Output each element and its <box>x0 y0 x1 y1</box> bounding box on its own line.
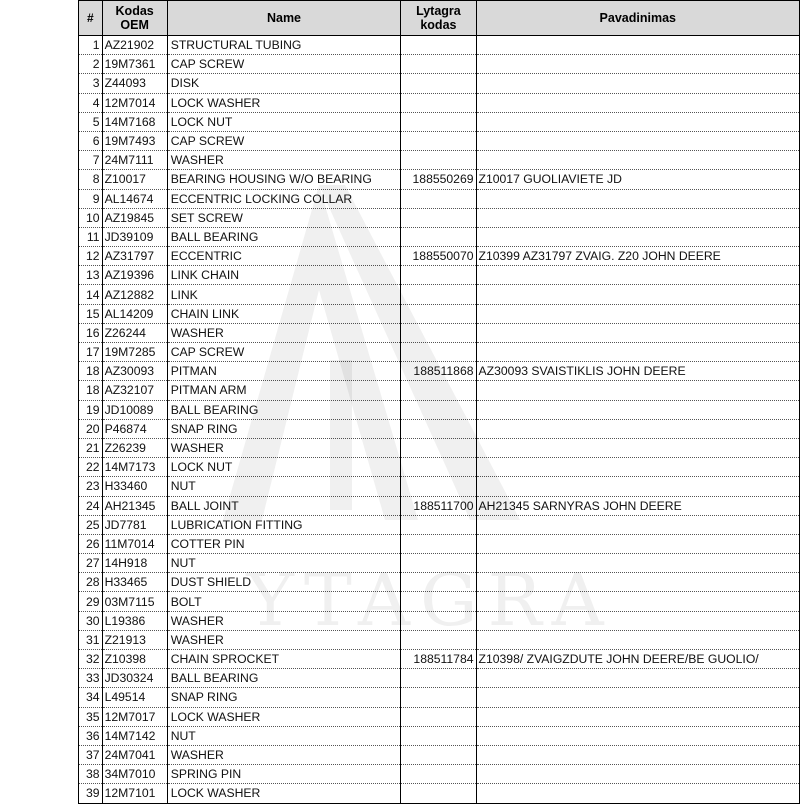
oem-code-cell: 19M7361 <box>102 55 167 74</box>
table-row <box>79 323 800 342</box>
row-number: 24 <box>79 496 103 515</box>
lytagra-code-cell <box>401 323 476 342</box>
table-row <box>79 55 800 74</box>
header-number: # <box>79 1 103 36</box>
lytagra-code-cell: 188511700 <box>401 496 476 515</box>
pavadinimas-cell <box>476 688 799 707</box>
pavadinimas-cell <box>476 765 799 784</box>
name-cell: BALL BEARING <box>167 400 401 419</box>
pavadinimas-cell <box>476 611 799 630</box>
oem-code-cell: AZ21902 <box>102 36 167 55</box>
row-number: 22 <box>79 458 103 477</box>
name-cell: COTTER PIN <box>167 534 401 553</box>
row-number: 34 <box>79 688 103 707</box>
oem-code-cell: 12M7014 <box>102 93 167 112</box>
name-cell: WASHER <box>167 151 401 170</box>
pavadinimas-cell <box>476 131 799 150</box>
lytagra-code-cell <box>401 112 476 131</box>
oem-code-cell: AH21345 <box>102 496 167 515</box>
row-number: 5 <box>79 112 103 131</box>
name-cell: LINK <box>167 285 401 304</box>
table-row <box>79 247 800 266</box>
lytagra-code-cell <box>401 611 476 630</box>
oem-code-cell: 12M7101 <box>102 784 167 803</box>
name-cell: WASHER <box>167 630 401 649</box>
lytagra-code-cell <box>401 765 476 784</box>
header-oem-code: Kodas OEM <box>102 1 167 36</box>
lytagra-code-cell: 188511784 <box>401 650 476 669</box>
name-cell: LOCK WASHER <box>167 784 401 803</box>
name-cell: LOCK NUT <box>167 112 401 131</box>
name-cell: NUT <box>167 726 401 745</box>
table-row <box>79 381 800 400</box>
table-row <box>79 74 800 93</box>
name-cell: LOCK WASHER <box>167 707 401 726</box>
row-number: 31 <box>79 630 103 649</box>
pavadinimas-cell <box>476 304 799 323</box>
name-cell: SET SCREW <box>167 208 401 227</box>
table-row <box>79 496 800 515</box>
table-row <box>79 611 800 630</box>
oem-code-cell: 03M7115 <box>102 592 167 611</box>
name-cell: CAP SCREW <box>167 343 401 362</box>
lytagra-code-cell <box>401 458 476 477</box>
pavadinimas-cell <box>476 515 799 534</box>
oem-code-cell: AZ32107 <box>102 381 167 400</box>
table-row <box>79 170 800 189</box>
oem-code-cell: Z10398 <box>102 650 167 669</box>
row-number: 6 <box>79 131 103 150</box>
row-number: 12 <box>79 247 103 266</box>
pavadinimas-cell <box>476 745 799 764</box>
oem-code-cell: P46874 <box>102 419 167 438</box>
pavadinimas-cell <box>476 707 799 726</box>
row-number: 17 <box>79 343 103 362</box>
pavadinimas-cell <box>476 669 799 688</box>
pavadinimas-cell: Z10017 GUOLIAVIETE JD <box>476 170 799 189</box>
oem-code-cell: JD30324 <box>102 669 167 688</box>
lytagra-code-cell <box>401 131 476 150</box>
pavadinimas-cell <box>476 438 799 457</box>
name-cell: BEARING HOUSING W/O BEARING <box>167 170 401 189</box>
name-cell: CHAIN SPROCKET <box>167 650 401 669</box>
pavadinimas-cell <box>476 534 799 553</box>
oem-code-cell: 14H918 <box>102 554 167 573</box>
oem-code-cell: L19386 <box>102 611 167 630</box>
lytagra-code-cell <box>401 669 476 688</box>
row-number: 4 <box>79 93 103 112</box>
row-number: 21 <box>79 438 103 457</box>
table-row <box>79 784 800 803</box>
name-cell: NUT <box>167 477 401 496</box>
oem-code-cell: AZ12882 <box>102 285 167 304</box>
table-row <box>79 400 800 419</box>
table-row <box>79 93 800 112</box>
oem-code-cell: Z21913 <box>102 630 167 649</box>
row-number: 38 <box>79 765 103 784</box>
name-cell: DUST SHIELD <box>167 573 401 592</box>
pavadinimas-cell <box>476 419 799 438</box>
table-row <box>79 131 800 150</box>
oem-code-cell: 24M7041 <box>102 745 167 764</box>
row-number: 15 <box>79 304 103 323</box>
table-row <box>79 36 800 55</box>
lytagra-code-cell <box>401 266 476 285</box>
table-row <box>79 650 800 669</box>
table-row <box>79 669 800 688</box>
lytagra-code-cell <box>401 55 476 74</box>
name-cell: CAP SCREW <box>167 131 401 150</box>
name-cell: WASHER <box>167 438 401 457</box>
table-row <box>79 726 800 745</box>
pavadinimas-cell <box>476 93 799 112</box>
pavadinimas-cell <box>476 36 799 55</box>
oem-code-cell: 14M7142 <box>102 726 167 745</box>
row-number: 29 <box>79 592 103 611</box>
lytagra-code-cell <box>401 381 476 400</box>
lytagra-code-cell <box>401 74 476 93</box>
pavadinimas-cell: Z10398/ ZVAIGZDUTE JOHN DEERE/BE GUOLIO/ <box>476 650 799 669</box>
pavadinimas-cell: Z10399 AZ31797 ZVAIG. Z20 JOHN DEERE <box>476 247 799 266</box>
row-number: 10 <box>79 208 103 227</box>
pavadinimas-cell <box>476 151 799 170</box>
row-number: 33 <box>79 669 103 688</box>
row-number: 37 <box>79 745 103 764</box>
pavadinimas-cell <box>476 74 799 93</box>
lytagra-code-cell <box>401 515 476 534</box>
row-number: 20 <box>79 419 103 438</box>
watermark-text: YTAGRA <box>246 558 614 642</box>
name-cell: CHAIN LINK <box>167 304 401 323</box>
oem-code-cell: JD7781 <box>102 515 167 534</box>
pavadinimas-cell <box>476 554 799 573</box>
row-number: 25 <box>79 515 103 534</box>
header-row <box>79 1 800 36</box>
lytagra-code-cell <box>401 726 476 745</box>
oem-code-cell: Z26244 <box>102 323 167 342</box>
oem-code-cell: 14M7173 <box>102 458 167 477</box>
table-row <box>79 573 800 592</box>
name-cell: SPRING PIN <box>167 765 401 784</box>
name-cell: WASHER <box>167 745 401 764</box>
table-row <box>79 208 800 227</box>
lytagra-code-cell <box>401 189 476 208</box>
name-cell: SNAP RING <box>167 688 401 707</box>
lytagra-code-cell: 188550070 <box>401 247 476 266</box>
oem-code-cell: AZ30093 <box>102 362 167 381</box>
oem-code-cell: 14M7168 <box>102 112 167 131</box>
table-row <box>79 592 800 611</box>
table-row <box>79 554 800 573</box>
name-cell: BALL BEARING <box>167 669 401 688</box>
pavadinimas-cell <box>476 112 799 131</box>
oem-code-cell: 19M7493 <box>102 131 167 150</box>
lytagra-code-cell <box>401 36 476 55</box>
pavadinimas-cell <box>476 266 799 285</box>
oem-code-cell: 19M7285 <box>102 343 167 362</box>
name-cell: PITMAN <box>167 362 401 381</box>
name-cell: SNAP RING <box>167 419 401 438</box>
pavadinimas-cell <box>476 400 799 419</box>
oem-code-cell: Z44093 <box>102 74 167 93</box>
oem-code-cell: AZ19396 <box>102 266 167 285</box>
name-cell: BALL BEARING <box>167 227 401 246</box>
name-cell: STRUCTURAL TUBING <box>167 36 401 55</box>
table-row <box>79 438 800 457</box>
lytagra-code-cell <box>401 208 476 227</box>
table-row <box>79 688 800 707</box>
pavadinimas-cell <box>476 458 799 477</box>
lytagra-code-cell <box>401 438 476 457</box>
name-cell: LUBRICATION FITTING <box>167 515 401 534</box>
lytagra-code-cell <box>401 784 476 803</box>
pavadinimas-cell <box>476 726 799 745</box>
pavadinimas-cell <box>476 227 799 246</box>
lytagra-code-cell <box>401 151 476 170</box>
header-name: Name <box>167 1 401 36</box>
oem-code-cell: JD10089 <box>102 400 167 419</box>
pavadinimas-cell <box>476 323 799 342</box>
pavadinimas-cell: AH21345 SARNYRAS JOHN DEERE <box>476 496 799 515</box>
row-number: 28 <box>79 573 103 592</box>
pavadinimas-cell <box>476 630 799 649</box>
pavadinimas-cell <box>476 343 799 362</box>
row-number: 1 <box>79 36 103 55</box>
table-row <box>79 765 800 784</box>
pavadinimas-cell <box>476 208 799 227</box>
name-cell: ECCENTRIC <box>167 247 401 266</box>
row-number: 35 <box>79 707 103 726</box>
row-number: 11 <box>79 227 103 246</box>
oem-code-cell: 24M7111 <box>102 151 167 170</box>
table-row <box>79 362 800 381</box>
oem-code-cell: AL14674 <box>102 189 167 208</box>
pavadinimas-cell <box>476 285 799 304</box>
oem-code-cell: L49514 <box>102 688 167 707</box>
name-cell: ECCENTRIC LOCKING COLLAR <box>167 189 401 208</box>
header-lytagra-code: Lytagra kodas <box>401 1 476 36</box>
row-number: 27 <box>79 554 103 573</box>
table-row <box>79 304 800 323</box>
table-row <box>79 458 800 477</box>
table-row <box>79 477 800 496</box>
name-cell: BOLT <box>167 592 401 611</box>
oem-code-cell: 11M7014 <box>102 534 167 553</box>
oem-code-cell: AZ19845 <box>102 208 167 227</box>
pavadinimas-cell <box>476 189 799 208</box>
lytagra-code-cell <box>401 477 476 496</box>
name-cell: WASHER <box>167 611 401 630</box>
oem-code-cell: JD39109 <box>102 227 167 246</box>
table-body <box>79 36 800 804</box>
pavadinimas-cell: AZ30093 SVAISTIKLIS JOHN DEERE <box>476 362 799 381</box>
row-number: 2 <box>79 55 103 74</box>
row-number: 9 <box>79 189 103 208</box>
oem-code-cell: 12M7017 <box>102 707 167 726</box>
table-row <box>79 343 800 362</box>
name-cell: DISK <box>167 74 401 93</box>
pavadinimas-cell <box>476 381 799 400</box>
pavadinimas-cell <box>476 477 799 496</box>
table-row <box>79 419 800 438</box>
oem-code-cell: Z10017 <box>102 170 167 189</box>
oem-code-cell: 34M7010 <box>102 765 167 784</box>
lytagra-code-cell <box>401 419 476 438</box>
lytagra-code-cell <box>401 534 476 553</box>
name-cell: LINK CHAIN <box>167 266 401 285</box>
row-number: 26 <box>79 534 103 553</box>
lytagra-code-cell <box>401 745 476 764</box>
name-cell: NUT <box>167 554 401 573</box>
pavadinimas-cell <box>476 55 799 74</box>
row-number: 23 <box>79 477 103 496</box>
table-row <box>79 745 800 764</box>
lytagra-code-cell <box>401 688 476 707</box>
row-number: 3 <box>79 74 103 93</box>
pavadinimas-cell <box>476 573 799 592</box>
table-row <box>79 227 800 246</box>
lytagra-code-cell <box>401 285 476 304</box>
lytagra-code-cell <box>401 343 476 362</box>
row-number: 8 <box>79 170 103 189</box>
name-cell: CAP SCREW <box>167 55 401 74</box>
lytagra-code-cell <box>401 554 476 573</box>
lytagra-code-cell: 188550269 <box>401 170 476 189</box>
oem-code-cell: AZ31797 <box>102 247 167 266</box>
oem-code-cell: AL14209 <box>102 304 167 323</box>
row-number: 39 <box>79 784 103 803</box>
lytagra-code-cell <box>401 573 476 592</box>
table-row <box>79 112 800 131</box>
oem-code-cell: H33465 <box>102 573 167 592</box>
row-number: 36 <box>79 726 103 745</box>
row-number: 18 <box>79 362 103 381</box>
table-row <box>79 707 800 726</box>
table-row <box>79 266 800 285</box>
oem-code-cell: H33460 <box>102 477 167 496</box>
row-number: 13 <box>79 266 103 285</box>
name-cell: BALL JOINT <box>167 496 401 515</box>
table-row <box>79 630 800 649</box>
pavadinimas-cell <box>476 784 799 803</box>
lytagra-code-cell <box>401 93 476 112</box>
name-cell: LOCK NUT <box>167 458 401 477</box>
row-number: 16 <box>79 323 103 342</box>
row-number: 19 <box>79 400 103 419</box>
lytagra-code-cell <box>401 707 476 726</box>
lytagra-code-cell: 188511868 <box>401 362 476 381</box>
table-row <box>79 534 800 553</box>
row-number: 14 <box>79 285 103 304</box>
lytagra-code-cell <box>401 227 476 246</box>
lytagra-code-cell <box>401 304 476 323</box>
row-number: 18 <box>79 381 103 400</box>
lytagra-code-cell <box>401 400 476 419</box>
name-cell: PITMAN ARM <box>167 381 401 400</box>
row-number: 30 <box>79 611 103 630</box>
table-row <box>79 285 800 304</box>
pavadinimas-cell <box>476 592 799 611</box>
header-pavadinimas: Pavadinimas <box>476 1 799 36</box>
table-row <box>79 189 800 208</box>
name-cell: LOCK WASHER <box>167 93 401 112</box>
lytagra-code-cell <box>401 630 476 649</box>
table-row <box>79 515 800 534</box>
parts-table <box>78 0 800 804</box>
row-number: 32 <box>79 650 103 669</box>
table-row <box>79 151 800 170</box>
oem-code-cell: Z26239 <box>102 438 167 457</box>
lytagra-code-cell <box>401 592 476 611</box>
row-number: 7 <box>79 151 103 170</box>
name-cell: WASHER <box>167 323 401 342</box>
